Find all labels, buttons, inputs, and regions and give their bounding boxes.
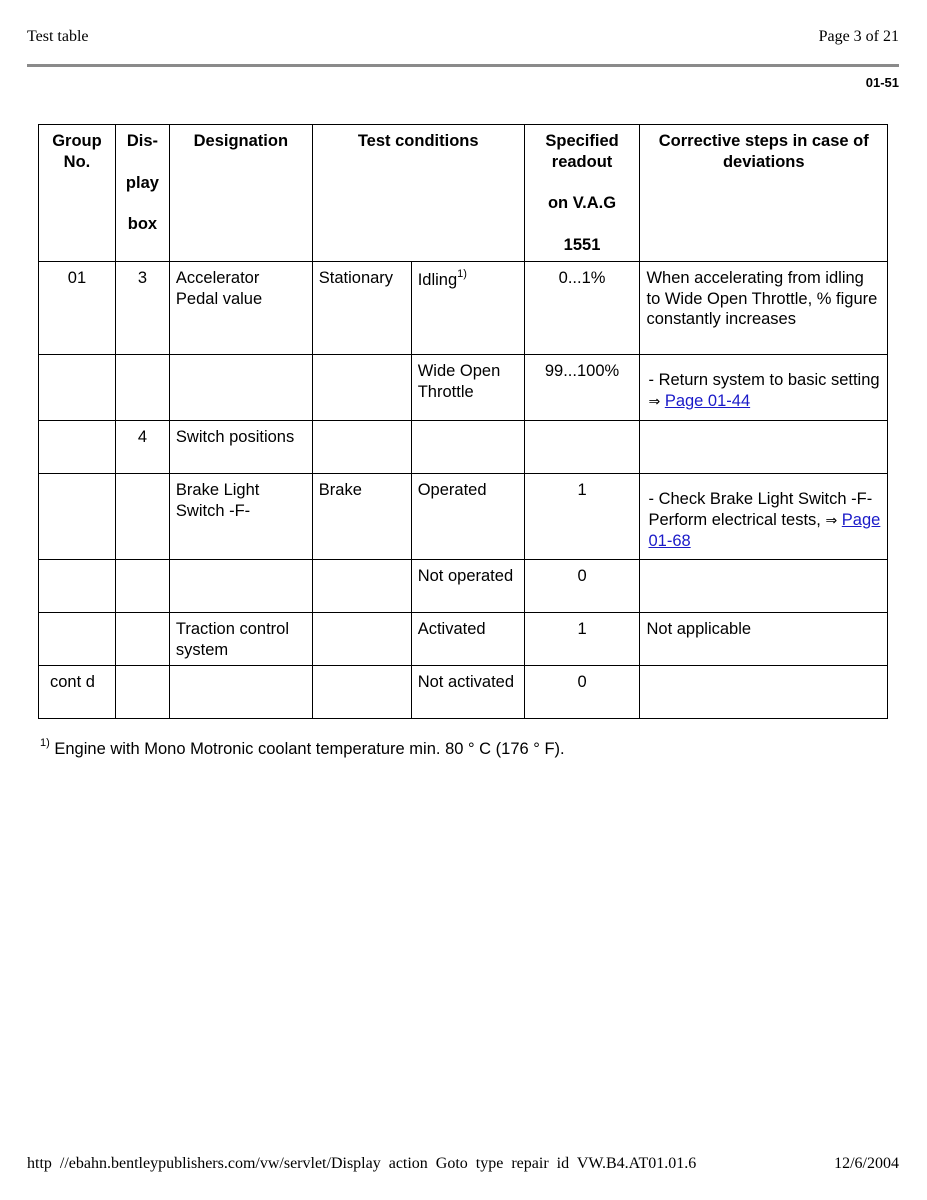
table-row: [39, 262, 888, 355]
footnote-text: Engine with Mono Motronic coolant temperature min. 80 ° C (176 ° F).: [54, 740, 565, 758]
document-title: Test table: [27, 28, 89, 45]
cell-condition-1: [312, 355, 411, 421]
cell-group: [39, 613, 116, 666]
header-specified-readout: Specified readout on V.A.G 1551: [524, 125, 640, 262]
cell-condition-2: Not activated: [411, 666, 524, 719]
page-link-01-68[interactable]: Page 01-68: [648, 510, 881, 550]
footnote-ref: 1): [457, 268, 467, 280]
table-row: [39, 560, 888, 613]
test-table: [38, 124, 888, 719]
page-link-01-44[interactable]: Page 01-44: [664, 391, 751, 410]
cell-readout: 99...100%: [524, 355, 640, 421]
cell-corrective: Not applicable: [640, 613, 888, 666]
cell-condition-1: [312, 613, 411, 666]
cell-corrective: When accelerating from idling to Wide Open Throttle, % figure constantly increases: [640, 262, 888, 355]
table-row: [39, 421, 888, 474]
footnote: [40, 737, 565, 759]
table-row: [39, 666, 888, 719]
cell-designation: [169, 666, 312, 719]
document-code: 01-51: [865, 75, 899, 90]
arrow-right-icon: ⇒: [648, 393, 661, 410]
cell-condition-2: Wide Open Throttle: [411, 355, 524, 421]
header-display-box: Dis- play box: [115, 125, 169, 262]
cell-condition-2: Operated: [411, 474, 524, 560]
cell-readout: [524, 421, 640, 474]
cell-box: [115, 666, 169, 719]
source-url: http //ebahn.bentleypublishers.com/vw/servlet/Display action Goto type repair id VW.B4.AT01.01.6: [27, 1155, 697, 1172]
cell-readout: 0...1%: [524, 262, 640, 355]
table-row: [39, 355, 888, 421]
header-divider: [27, 64, 899, 67]
cell-box: [115, 560, 169, 613]
cell-condition-2: Not operated: [411, 560, 524, 613]
cell-group: [39, 355, 116, 421]
cell-box: [115, 613, 169, 666]
cell-designation: Brake Light Switch -F-: [169, 474, 312, 560]
table-row: [39, 613, 888, 666]
cell-readout: 1: [524, 613, 640, 666]
cell-condition-1: Stationary: [312, 262, 411, 355]
cell-readout: 0: [524, 666, 640, 719]
cell-condition-1: [312, 421, 411, 474]
cell-readout: 0: [524, 560, 640, 613]
cell-designation: [169, 560, 312, 613]
header-designation: Designation: [169, 125, 312, 262]
cell-condition-1: [312, 666, 411, 719]
cell-corrective: - Check Brake Light Switch -F- Perform electrical tests, ⇒ Page 01-68: [640, 474, 888, 560]
cell-condition-2: [411, 421, 524, 474]
cell-condition-2: Activated: [411, 613, 524, 666]
header-corrective-steps: Corrective steps in case of deviations: [640, 125, 888, 262]
cell-group: [39, 560, 116, 613]
table-header-row: [39, 125, 888, 262]
cell-condition-2: Idling$^{1)}$: [411, 262, 524, 355]
cell-corrective: [640, 666, 888, 719]
cell-designation: Switch positions: [169, 421, 312, 474]
cell-box: [115, 355, 169, 421]
cell-group: cont d: [39, 666, 116, 719]
cell-condition-1: [312, 560, 411, 613]
table-row: [39, 474, 888, 560]
cell-group: 01: [39, 262, 116, 355]
header-test-conditions: Test conditions: [312, 125, 524, 262]
cell-group: [39, 474, 116, 560]
cell-box: 3: [115, 262, 169, 355]
page-number: Page 3 of 21: [818, 28, 899, 45]
cell-readout: 1: [524, 474, 640, 560]
footnote-marker: 1): [40, 737, 50, 749]
cell-corrective: [640, 421, 888, 474]
cell-designation: [169, 355, 312, 421]
cell-designation: Accelerator Pedal value: [169, 262, 312, 355]
page-header: [27, 28, 899, 50]
cell-group: [39, 421, 116, 474]
cell-corrective: [640, 560, 888, 613]
header-group-no: Group No.: [39, 125, 116, 262]
cell-box: [115, 474, 169, 560]
arrow-right-icon: ⇒: [825, 512, 838, 529]
cell-corrective: - Return system to basic setting ⇒ Page 01-44: [640, 355, 888, 421]
print-date: 12/6/2004: [834, 1155, 899, 1172]
cell-condition-1: Brake: [312, 474, 411, 560]
cell-box: 4: [115, 421, 169, 474]
cell-designation: Traction control system: [169, 613, 312, 666]
